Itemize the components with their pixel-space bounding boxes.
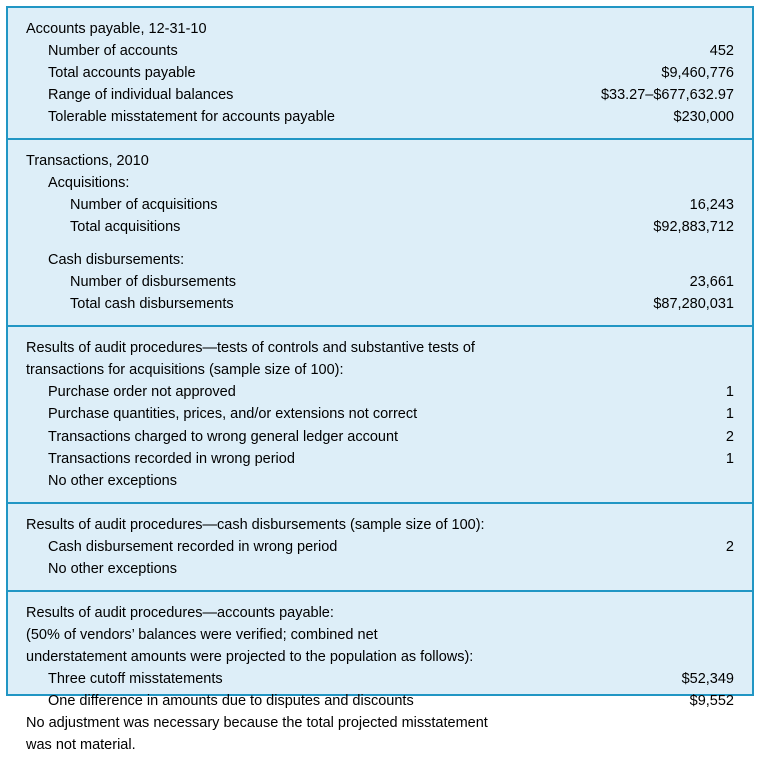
row-label: No adjustment was necessary because the total projected misstatement	[26, 714, 488, 731]
exhibit-row	[26, 426, 734, 448]
row-value: 23,661	[689, 274, 734, 291]
exhibit-row	[26, 403, 734, 425]
exhibit-row	[26, 216, 734, 238]
row-label: Acquisitions:	[48, 175, 130, 192]
row-label: Results of audit procedures—tests of controls and substantive tests of	[26, 340, 475, 357]
audit-exhibit-panel	[6, 6, 754, 753]
row-value: 2	[725, 538, 734, 555]
row-value: $230,000	[673, 109, 734, 126]
row-label: Total acquisitions	[70, 219, 181, 236]
exhibit-row	[26, 448, 734, 470]
row-label: Total accounts payable	[48, 65, 196, 82]
exhibit-row	[26, 150, 734, 172]
accounts-payable-results-section	[8, 590, 752, 766]
row-label: Cash disbursement recorded in wrong period	[48, 538, 338, 555]
row-value: $87,280,031	[653, 296, 734, 313]
row-label: transactions for acquisitions (sample size of 100):	[26, 362, 344, 379]
exhibit-row	[26, 271, 734, 293]
row-label: Transactions charged to wrong general ledger account	[48, 428, 399, 445]
row-value: $9,460,776	[661, 65, 734, 82]
exhibit-row	[26, 40, 734, 62]
exhibit-row	[26, 646, 734, 668]
row-label: Range of individual balances	[48, 87, 234, 104]
exhibit-row	[26, 668, 734, 690]
transactions-section	[8, 138, 752, 325]
row-value: 2	[725, 428, 734, 445]
exhibit-row	[26, 624, 734, 646]
exhibit-row	[26, 514, 734, 536]
row-label: No other exceptions	[48, 560, 177, 577]
row-value: 16,243	[689, 197, 734, 214]
row-value: $33.27–$677,632.97	[600, 87, 734, 104]
row-label: Transactions recorded in wrong period	[48, 450, 295, 467]
exhibit-row	[26, 734, 734, 756]
exhibit-row	[26, 470, 734, 492]
exhibit-row	[26, 106, 734, 128]
row-label: Cash disbursements:	[48, 252, 185, 269]
accounts-payable-section	[8, 8, 752, 138]
exhibit-row	[26, 690, 734, 712]
row-label: Tolerable misstatement for accounts payable	[48, 109, 335, 126]
exhibit-row	[26, 249, 734, 271]
row-label: Purchase order not approved	[48, 384, 236, 401]
exhibit-row	[26, 194, 734, 216]
row-value: 452	[709, 43, 734, 60]
row-label: was not material.	[26, 736, 136, 753]
row-label: (50% of vendors’ balances were verified; combined net	[26, 626, 378, 643]
row-label: One difference in amounts due to disputes and discounts	[48, 692, 414, 709]
row-label: Total cash disbursements	[70, 296, 234, 313]
cash-disbursements-results-section	[8, 502, 752, 590]
tests-of-controls-section	[8, 325, 752, 501]
exhibit-row	[26, 84, 734, 106]
row-label: Number of acquisitions	[70, 197, 218, 214]
row-label: Number of disbursements	[70, 274, 237, 291]
exhibit-row	[26, 602, 734, 624]
row-label: Results of audit procedures—accounts payable:	[26, 604, 334, 621]
row-label: Number of accounts	[48, 43, 178, 60]
row-label: No other exceptions	[48, 472, 177, 489]
line-spacer	[26, 238, 734, 249]
exhibit-row	[26, 536, 734, 558]
row-label: understatement amounts were projected to the population as follows):	[26, 648, 474, 665]
exhibit-row	[26, 172, 734, 194]
exhibit-row	[26, 712, 734, 734]
exhibit-row	[26, 381, 734, 403]
exhibit-row	[26, 359, 734, 381]
row-label: Accounts payable, 12-31-10	[26, 21, 207, 37]
row-label: Three cutoff misstatements	[48, 670, 223, 687]
exhibit-row	[26, 18, 734, 40]
exhibit-row	[26, 293, 734, 315]
row-value: 1	[725, 384, 734, 401]
row-value: $52,349	[681, 670, 734, 687]
row-value: 1	[725, 406, 734, 423]
row-label: Transactions, 2010	[26, 153, 149, 170]
row-value: $9,552	[689, 692, 734, 709]
row-label: Results of audit procedures—cash disbursements (sample size of 100):	[26, 516, 485, 533]
row-value: $92,883,712	[653, 219, 734, 236]
row-label: Purchase quantities, prices, and/or extensions not correct	[48, 406, 418, 423]
exhibit-row	[26, 558, 734, 580]
row-value: 1	[725, 450, 734, 467]
exhibit-row	[26, 62, 734, 84]
exhibit-row	[26, 337, 734, 359]
